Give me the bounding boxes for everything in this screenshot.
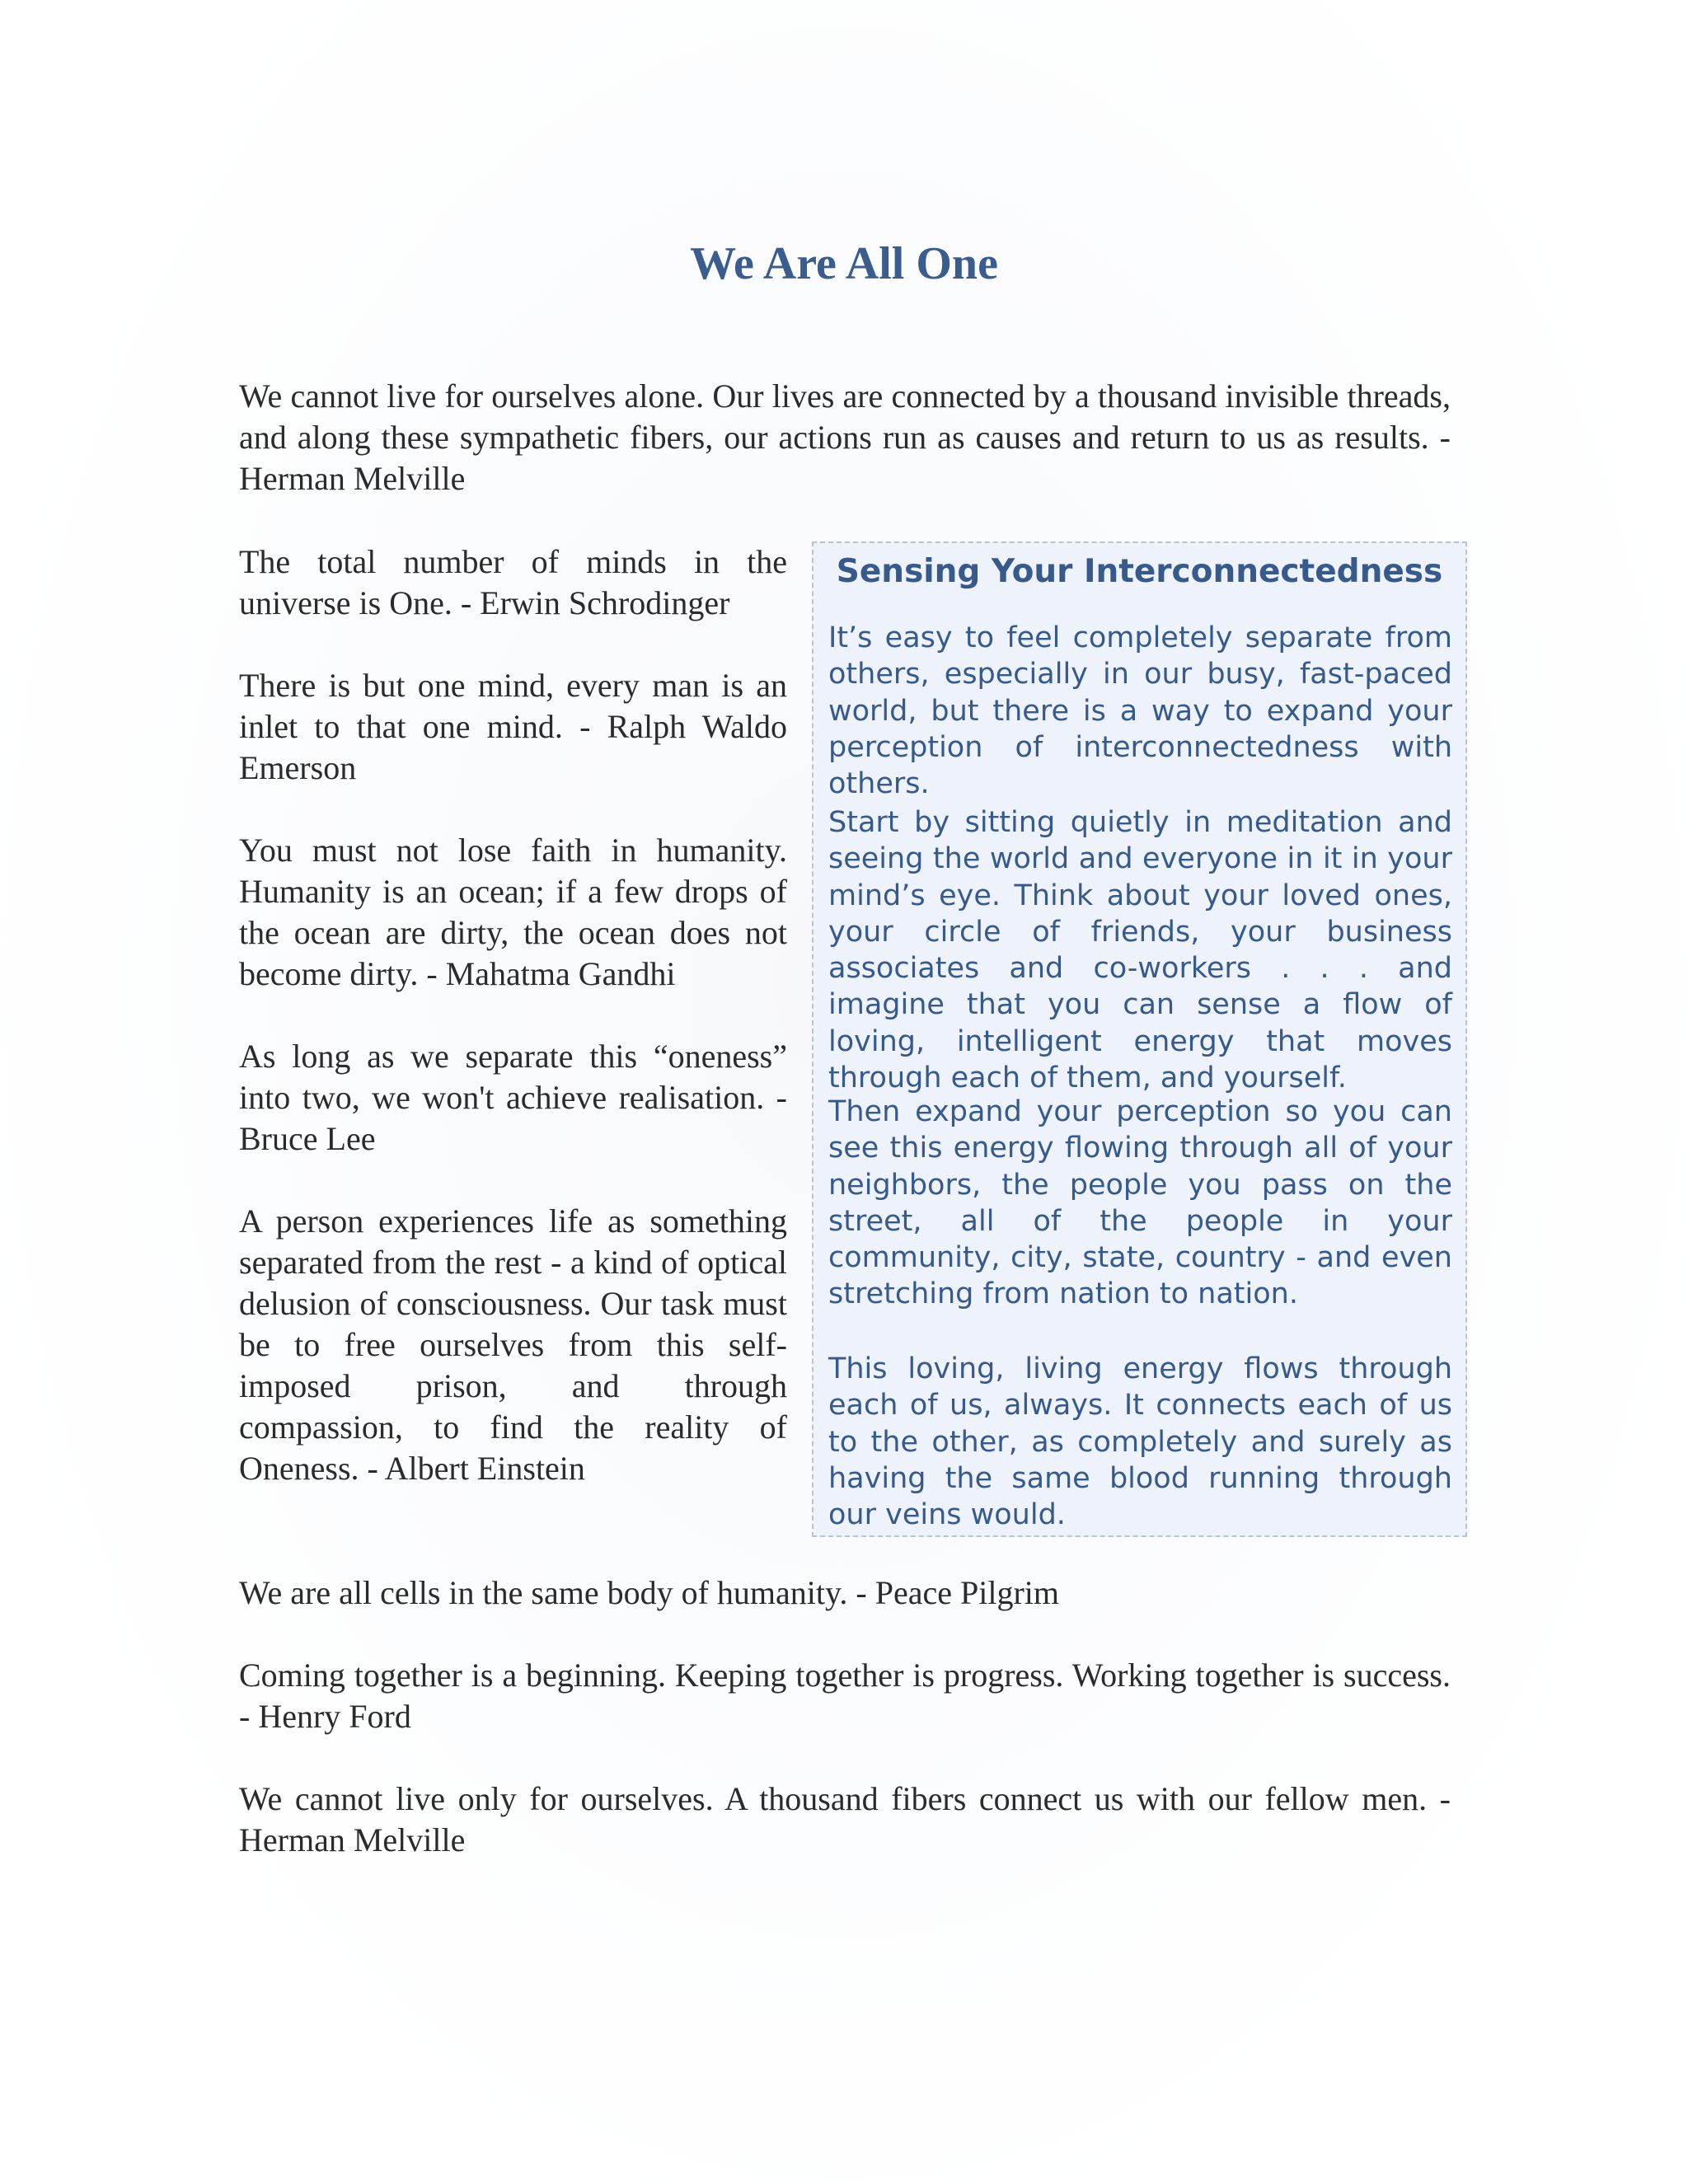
quote-herman-melville-2: We cannot live only for ourselves. A thousand fibers connect us with our fellow men. - Herman Melville	[239, 1780, 1451, 1858]
quote-ralph-waldo-emerson: There is but one mind, every man is an inlet to that one mind. - Ralph Waldo Emerson	[239, 667, 787, 786]
sidebar-paragraph-2: Start by sitting quietly in meditation and seeing the world and everyone in it in your mind’s eye. Think about your loved ones, your circle of friends, your business associates and co-workers . . . and imagine that you can sense a flow of loving, intelligent energy that moves through each of them, and yourself.	[828, 806, 1452, 1095]
page-title: We Are All One	[690, 238, 998, 289]
quote-bruce-lee: As long as we separate this “oneness” into two, we won't achieve realisation. - Bruce Lee	[239, 1038, 787, 1157]
quote-albert-einstein: A person experiences life as something separated from the rest - a kind of optical delusion of consciousness. Our task must be to free ourselves from this self-imposed prison, and through compassion, to find the reality of Oneness. - Albert Einstein	[239, 1202, 787, 1487]
sidebar-paragraph-1: It’s easy to feel completely separate from others, especially in our busy, fast-paced world, but there is a way to expand your perception of interconnectedness with others.	[828, 621, 1452, 801]
quote-erwin-schrodinger: The total number of minds in the universe is One. - Erwin Schrodinger	[239, 543, 787, 621]
quote-mahatma-gandhi: You must not lose faith in humanity. Humanity is an ocean; if a few drops of the ocean are dirty, the ocean does not become dirty. - Mahatma Gandhi	[239, 832, 787, 992]
quote-henry-ford: Coming together is a beginning. Keeping together is progress. Working together is success. - Henry Ford	[239, 1657, 1451, 1735]
sidebar-paragraph-3: Then expand your perception so you can see this energy flowing through all of your neighbors, the people you pass on the street, all of the people in your community, city, state, country - and even stretching from nation to nation.	[828, 1095, 1452, 1311]
sidebar-title: Sensing Your Interconnectedness	[836, 553, 1443, 590]
quote-peace-pilgrim: We are all cells in the same body of humanity. - Peace Pilgrim	[239, 1574, 1059, 1611]
sidebar-paragraph-4: This loving, living energy flows through each of us, always. It connects each of us to the other, as completely and surely as having the same blood running through our veins would.	[828, 1352, 1452, 1532]
sidebar-box	[812, 541, 1467, 1537]
quote-herman-melville-1: We cannot live for ourselves alone. Our lives are connected by a thousand invisible threads, and along these sympathetic fibers, our actions run as causes and return to us as results. - Herman Melville	[239, 377, 1451, 497]
